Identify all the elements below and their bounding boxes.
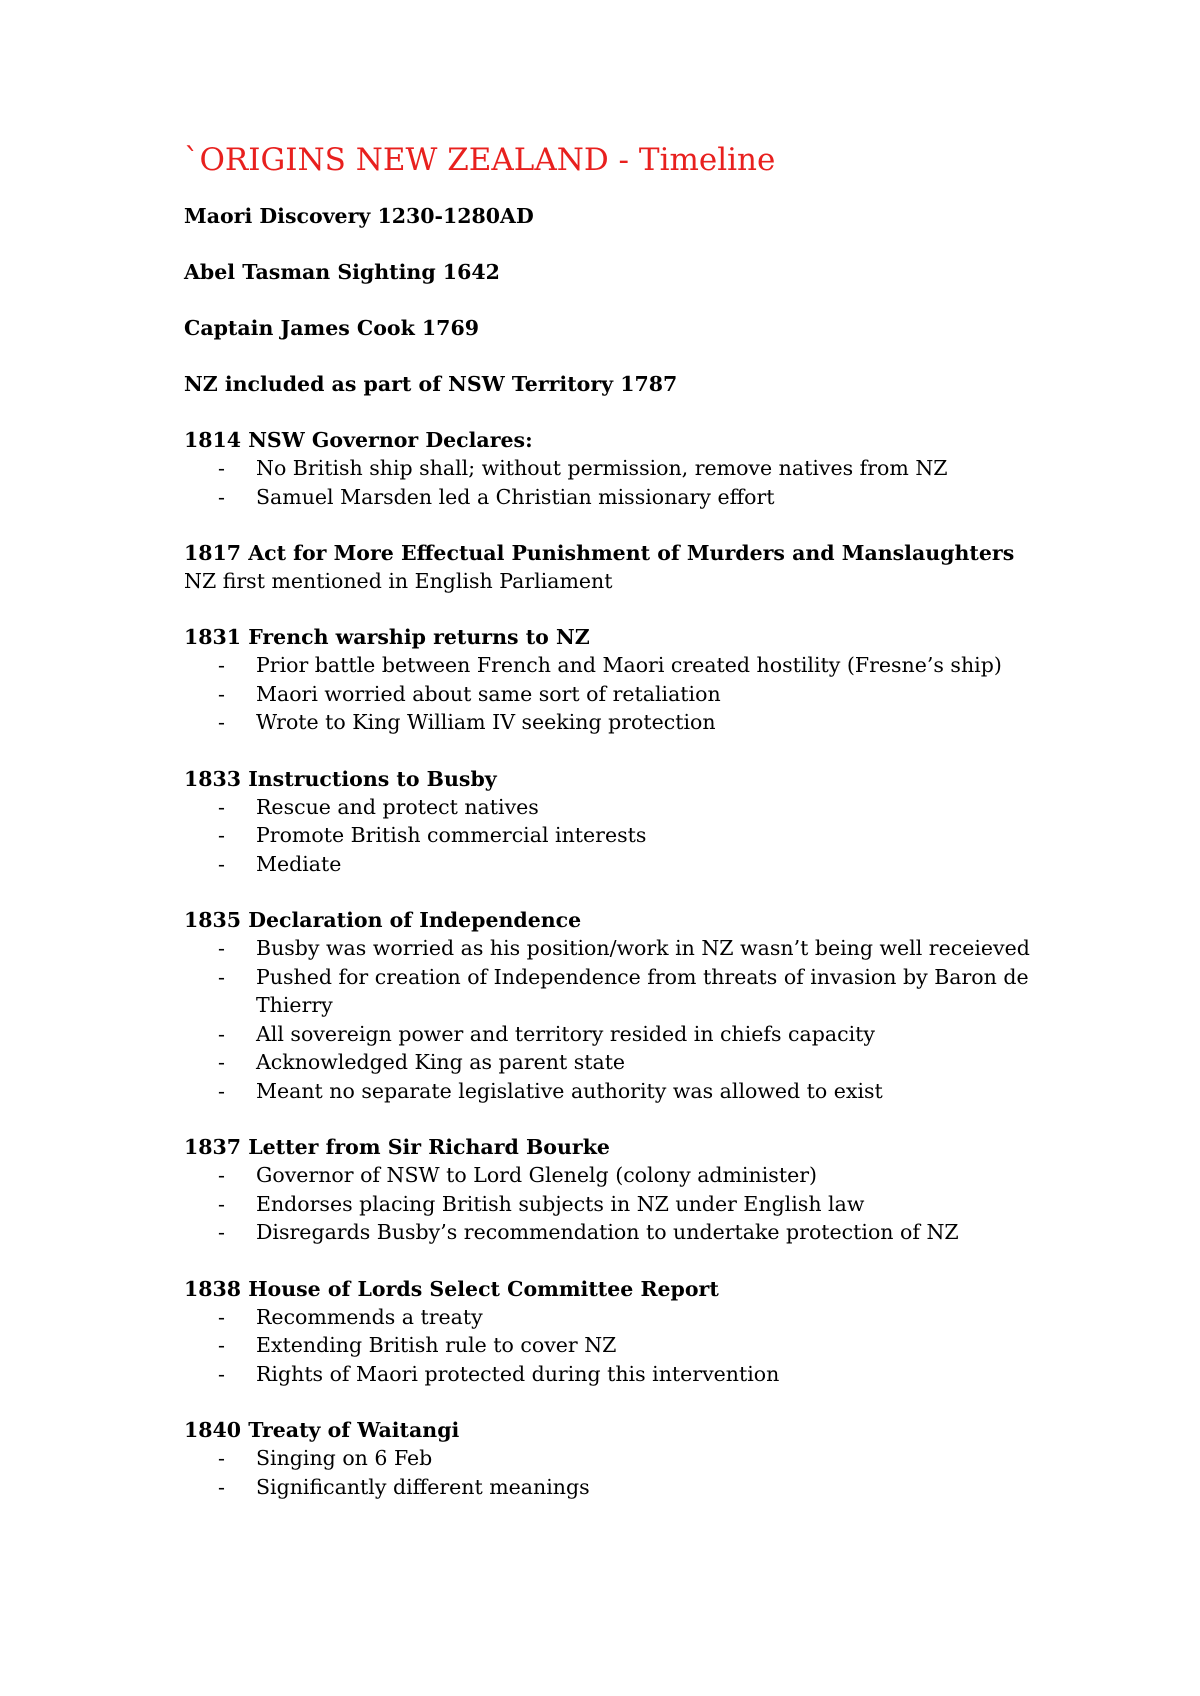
dash-bullet-icon: - xyxy=(218,794,225,819)
timeline-section xyxy=(184,765,1064,879)
bullet-item xyxy=(184,454,1064,483)
section-heading: 1831 French warship returns to NZ xyxy=(184,625,590,649)
bullet-text: Maori worried about same sort of retaliation xyxy=(256,681,721,706)
dash-bullet-icon: - xyxy=(218,1361,225,1386)
bullet-item xyxy=(184,934,1064,963)
bullet-item xyxy=(184,1303,1064,1332)
bullet-text: Significantly different meanings xyxy=(256,1474,590,1499)
bullet-text: Pushed for creation of Independence from threats of invasion by Baron de Thierry xyxy=(256,964,1029,1017)
dash-bullet-icon: - xyxy=(218,851,225,876)
dash-bullet-icon: - xyxy=(218,823,225,847)
dash-bullet-icon: - xyxy=(218,456,225,480)
bullet-text: Rights of Maori protected during this intervention xyxy=(256,1361,780,1386)
bullet-text: Disregards Busby’s recommendation to undertake protection of NZ xyxy=(256,1220,959,1244)
bullet-item xyxy=(184,793,1064,822)
timeline-section xyxy=(184,370,1064,398)
bullet-text: Acknowledged King as parent state xyxy=(256,1050,626,1074)
dash-bullet-icon: - xyxy=(218,710,225,734)
bullet-item xyxy=(184,1473,1064,1502)
section-heading: 1840 Treaty of Waitangi xyxy=(184,1418,460,1442)
bullet-text: Endorses placing British subjects in NZ under English law xyxy=(256,1191,865,1216)
dash-bullet-icon: - xyxy=(218,484,225,509)
bullet-item xyxy=(184,1218,1064,1247)
bullet-text: Busby was worried as his position/work in NZ wasn’t being well receieved xyxy=(256,936,1030,960)
bullet-item xyxy=(184,1331,1064,1360)
timeline-section xyxy=(184,623,1064,737)
timeline-section xyxy=(184,202,1064,230)
bullet-text: Recommends a treaty xyxy=(256,1304,483,1329)
timeline-section xyxy=(184,1416,1064,1501)
dash-bullet-icon: - xyxy=(218,653,225,677)
section-heading: Captain James Cook 1769 xyxy=(184,316,479,340)
bullet-list xyxy=(184,1303,1064,1389)
dash-bullet-icon: - xyxy=(218,964,225,989)
dash-bullet-icon: - xyxy=(218,1304,225,1329)
timeline-section xyxy=(184,1133,1064,1247)
bullet-list xyxy=(184,793,1064,879)
bullet-list xyxy=(184,1444,1064,1501)
bullet-text: No British ship shall; without permission, remove natives from NZ xyxy=(256,456,948,480)
dash-bullet-icon: - xyxy=(218,1446,225,1470)
bullet-list xyxy=(184,934,1064,1105)
section-heading: NZ included as part of NSW Territory 1787 xyxy=(184,372,678,396)
bullet-text: Rescue and protect natives xyxy=(256,794,539,819)
bullet-text: Prior battle between French and Maori created hostility (Fresne’s ship) xyxy=(256,653,1002,677)
timeline-section xyxy=(184,1275,1064,1389)
dash-bullet-icon: - xyxy=(218,1021,225,1046)
section-heading: 1837 Letter from Sir Richard Bourke xyxy=(184,1135,610,1159)
dash-bullet-icon: - xyxy=(218,1050,225,1074)
bullet-text: Promote British commercial interests xyxy=(256,823,647,847)
section-heading: 1835 Declaration of Independence xyxy=(184,908,582,932)
bullet-list xyxy=(184,651,1064,737)
bullet-item xyxy=(184,1077,1064,1106)
dash-bullet-icon: - xyxy=(218,1078,225,1103)
section-heading: 1838 House of Lords Select Committee Report xyxy=(184,1276,719,1301)
bullet-text: Wrote to King William IV seeking protection xyxy=(256,710,716,734)
bullet-item xyxy=(184,651,1064,680)
bullet-item xyxy=(184,680,1064,709)
bullet-text: Mediate xyxy=(256,851,342,876)
document-title: `ORIGINS NEW ZEALAND - Timeline xyxy=(184,142,776,178)
section-heading: Maori Discovery 1230-1280AD xyxy=(184,204,534,228)
dash-bullet-icon: - xyxy=(218,1220,225,1244)
bullet-text: Singing on 6 Feb xyxy=(256,1446,433,1470)
section-heading: 1814 NSW Governor Declares: xyxy=(184,428,533,452)
bullet-text: Meant no separate legislative authority was allowed to exist xyxy=(256,1078,883,1103)
bullet-item xyxy=(184,963,1064,1020)
dash-bullet-icon: - xyxy=(218,1163,225,1187)
bullet-text: Governor of NSW to Lord Glenelg (colony administer) xyxy=(256,1163,817,1187)
dash-bullet-icon: - xyxy=(218,1191,225,1216)
dash-bullet-icon: - xyxy=(218,1333,225,1357)
bullet-item xyxy=(184,1048,1064,1077)
section-heading: 1817 Act for More Effectual Punishment of Murders and Manslaughters xyxy=(184,541,1015,565)
document-page xyxy=(184,140,1064,1529)
bullet-text: Samuel Marsden led a Christian missionary effort xyxy=(256,484,775,509)
timeline-section xyxy=(184,426,1064,511)
bullet-item xyxy=(184,1161,1064,1190)
bullet-item xyxy=(184,1020,1064,1049)
section-heading: Abel Tasman Sighting 1642 xyxy=(184,260,500,284)
timeline-section xyxy=(184,906,1064,1105)
section-text: NZ first mentioned in English Parliament xyxy=(184,569,613,593)
timeline-section xyxy=(184,539,1064,595)
section-heading: 1833 Instructions to Busby xyxy=(184,766,497,791)
timeline-section xyxy=(184,258,1064,286)
timeline-section xyxy=(184,314,1064,342)
bullet-item xyxy=(184,708,1064,737)
dash-bullet-icon: - xyxy=(218,681,225,706)
bullet-text: Extending British rule to cover NZ xyxy=(256,1333,617,1357)
bullet-item xyxy=(184,1360,1064,1389)
timeline-sections xyxy=(184,202,1064,1501)
dash-bullet-icon: - xyxy=(218,936,225,960)
bullet-text: All sovereign power and territory resided in chiefs capacity xyxy=(256,1021,875,1046)
bullet-item xyxy=(184,821,1064,850)
bullet-item xyxy=(184,850,1064,879)
dash-bullet-icon: - xyxy=(218,1474,225,1499)
bullet-item xyxy=(184,1190,1064,1219)
bullet-list xyxy=(184,1161,1064,1247)
bullet-list xyxy=(184,454,1064,511)
bullet-item xyxy=(184,1444,1064,1473)
bullet-item xyxy=(184,483,1064,512)
